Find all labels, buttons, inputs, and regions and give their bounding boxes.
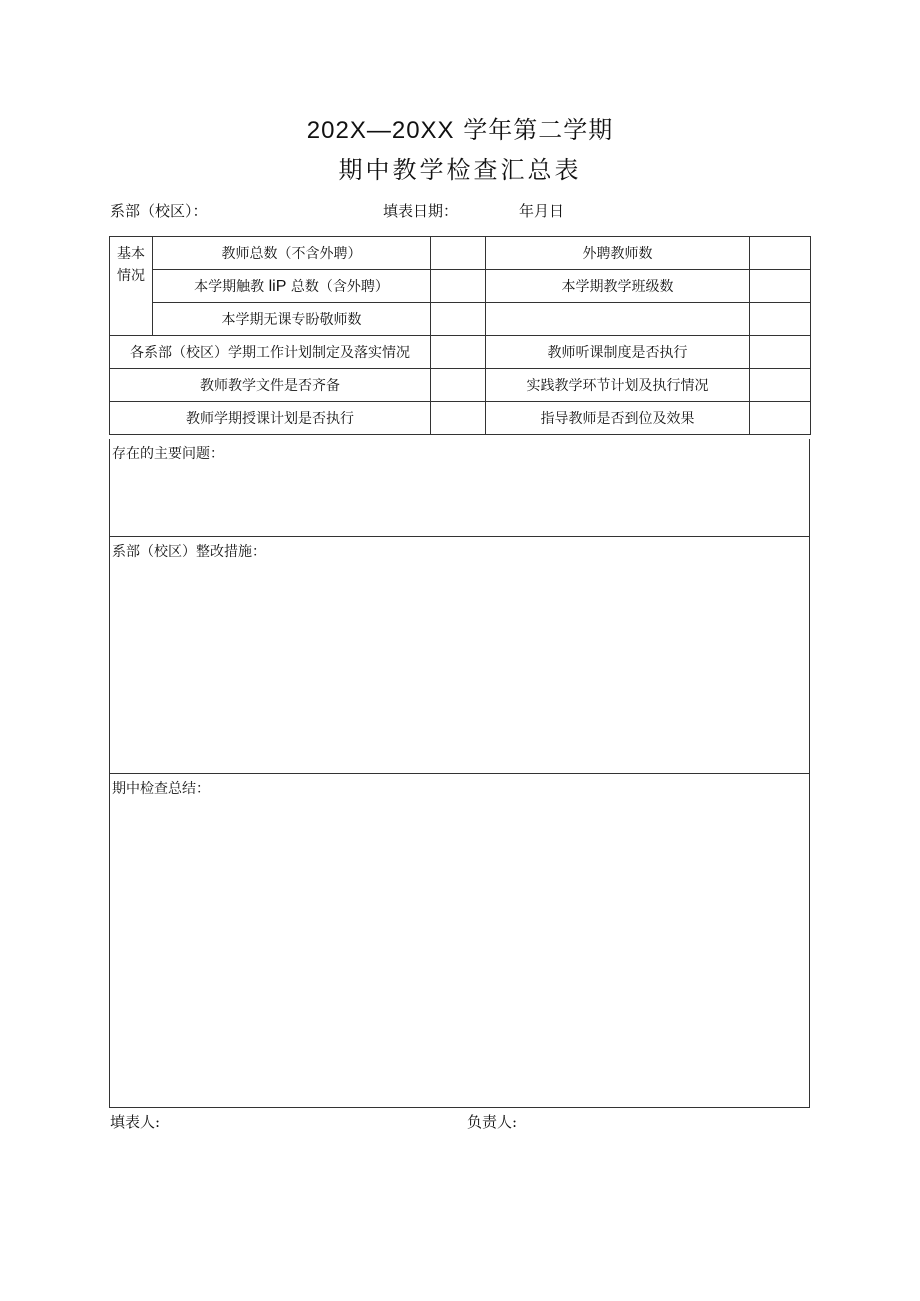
cell-label	[486, 303, 750, 336]
document-subtitle: 期中教学检查汇总表	[338, 156, 582, 184]
value-cell[interactable]	[750, 303, 811, 336]
value-cell[interactable]	[431, 336, 486, 369]
value-cell[interactable]	[750, 369, 811, 402]
value-cell[interactable]	[431, 270, 486, 303]
table-row	[110, 270, 811, 303]
cell-label: 教师学期授课计划是否执行	[110, 402, 431, 435]
cell-label: 指导教师是否到位及效果	[486, 402, 750, 435]
table-row	[110, 303, 811, 336]
value-cell[interactable]	[431, 237, 486, 270]
cell-label: 实践教学环节计划及执行情况	[486, 369, 750, 402]
table-row	[110, 369, 811, 402]
basic-info-label: 基本 情况	[110, 237, 153, 336]
value-cell[interactable]	[431, 303, 486, 336]
academic-year: 202X—20XX	[306, 117, 455, 144]
value-cell[interactable]	[431, 402, 486, 435]
table-row	[110, 237, 811, 270]
summary-section[interactable]	[109, 774, 810, 1108]
cell-label: 教师听课制度是否执行	[486, 336, 750, 369]
filler-label: 填表人:	[110, 1113, 161, 1131]
value-cell[interactable]	[750, 237, 811, 270]
cell-label: 本学期触教 liP 总数（含外聘）	[153, 270, 431, 303]
problems-section[interactable]	[109, 439, 810, 537]
date-units: 年月日	[519, 202, 565, 220]
cell-label: 本学期无课专盼敬师数	[153, 303, 431, 336]
measures-label: 系部（校区）整改措施：	[112, 544, 266, 560]
table-row	[110, 402, 811, 435]
cell-label: 外聘教师数	[486, 237, 750, 270]
responsible-label: 负责人:	[467, 1113, 518, 1131]
measures-section[interactable]	[109, 537, 810, 774]
value-cell[interactable]	[431, 369, 486, 402]
problems-label: 存在的主要问题：	[112, 446, 224, 462]
cell-label: 本学期教学班级数	[486, 270, 750, 303]
semester-text: 学年第二学期	[454, 116, 614, 144]
cell-label: 教师总数（不含外聘）	[153, 237, 431, 270]
value-cell[interactable]	[750, 336, 811, 369]
table-row	[110, 336, 811, 369]
document-title	[0, 110, 920, 145]
value-cell[interactable]	[750, 402, 811, 435]
cell-label: 各系部（校区）学期工作计划制定及落实情况	[110, 336, 431, 369]
department-label: 系部（校区）：	[110, 202, 208, 220]
summary-table	[109, 236, 811, 435]
value-cell[interactable]	[750, 270, 811, 303]
summary-label: 期中检查总结：	[112, 781, 210, 797]
cell-label: 教师教学文件是否齐备	[110, 369, 431, 402]
fill-date-label: 填表日期：	[383, 202, 459, 220]
